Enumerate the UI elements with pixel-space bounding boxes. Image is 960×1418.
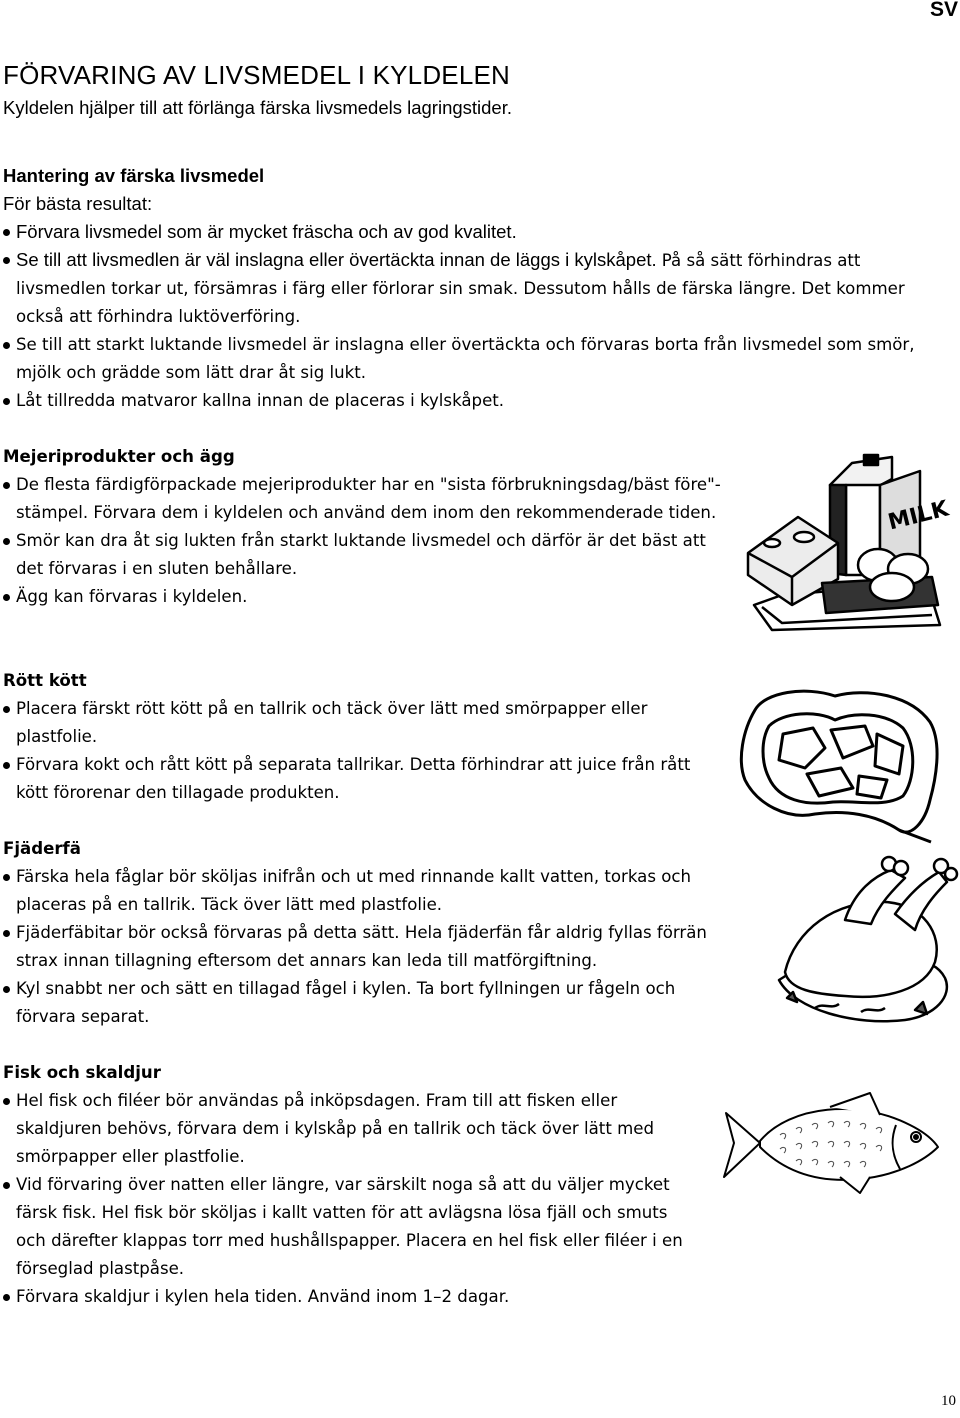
section-poultry: [3, 835, 723, 1031]
section-heading: Fisk och skaldjur: [3, 1063, 161, 1082]
list-item: Fjäderfäbitar bör också förvaras på detta sätt. Hela fjäderfän får aldrig fyllas förrän strax innan tillagning eftersom det annars kan leda till matförgiftning.: [3, 919, 723, 975]
section-heading: Mejeriprodukter och ägg: [3, 447, 235, 466]
section-heading: Rött kött: [3, 671, 87, 690]
intro-text: Kyldelen hjälper till att förlänga färska livsmedels lagringstider.: [3, 97, 513, 118]
section-handling: [3, 162, 953, 415]
list-item: De flesta färdigförpackade mejeriprodukter har en "sista förbrukningsdag/bäst före"-stämpel. Förvara dem i kyldelen och använd dem inom den rekommenderade tiden.: [3, 471, 723, 527]
page-number: 10: [941, 1393, 956, 1409]
list-item: [3, 246, 953, 331]
fish-illustration: [720, 1085, 945, 1195]
list-item: Placera färskt rött kött på en tallrik och täck över lätt med smörpapper eller plastfolie.: [3, 695, 723, 751]
meat-illustration: [735, 682, 945, 842]
list-item: Förvara kokt och rått kött på separata tallrikar. Detta förhindrar att juice från rått kött förorenar den tillagade produkten.: [3, 751, 723, 807]
section-fish: [3, 1059, 693, 1311]
list-item: Färska hela fåglar bör sköljas inifrån och ut med rinnande kallt vatten, torkas och placeras på en tallrik. Täck över lätt med plastfolie.: [3, 863, 723, 919]
section-dairy: [3, 443, 723, 611]
dairy-illustration: [742, 455, 952, 635]
list-item: Förvara livsmedel som är mycket fräscha och av god kvalitet.: [3, 218, 953, 246]
language-tag: SV: [929, 0, 958, 21]
list-item-extra: På så sätt förhindras att livsmedlen torkar ut, försämras i färg eller förlorar sin smak. Dessutom hålls de färska längre. Det kommer också att förhindra luktöverföring.: [16, 251, 905, 326]
section-lead: För bästa resultat:: [3, 193, 153, 214]
list-item: Låt tillredda matvaror kallna innan de placeras i kylskåpet.: [3, 387, 953, 415]
poultry-illustration: [775, 850, 955, 1030]
section-meat: [3, 667, 723, 807]
list-item: Ägg kan förvaras i kyldelen.: [3, 583, 723, 611]
list-item: Se till att starkt luktande livsmedel är inslagna eller övertäckta och förvaras borta från livsmedel som smör, mjölk och grädde som lätt drar åt sig lukt.: [3, 331, 953, 387]
page-title: FÖRVARING AV LIVSMEDEL I KYLDELEN: [3, 60, 511, 90]
list-item: Hel fisk och filéer bör användas på inköpsdagen. Fram till att fisken eller skaldjuren behövs, förvara dem i kylskåp på en tallrik och täck över lätt med smörpapper eller plastfolie.: [3, 1087, 693, 1171]
section-heading: Hantering av färska livsmedel: [3, 165, 265, 186]
list-item-text: Se till att livsmedlen är väl inslagna eller övertäckta innan de läggs i kylskåpet.: [16, 249, 657, 270]
milk-label: MILK: [885, 496, 952, 536]
list-item: Smör kan dra åt sig lukten från starkt luktande livsmedel och därför är det bäst att det förvaras i en sluten behållare.: [3, 527, 723, 583]
list-item: Förvara skaldjur i kylen hela tiden. Använd inom 1–2 dagar.: [3, 1283, 693, 1311]
list-item: Vid förvaring över natten eller längre, var särskilt noga så att du väljer mycket färsk fisk. Hel fisk bör sköljas i kallt vatten för att avlägsna lösa fjäll och smuts och därefter klappas torr med hushållspapper. Placera en hel fisk eller filéer i en förseglad plastpåse.: [3, 1171, 693, 1283]
section-heading: Fjäderfä: [3, 839, 81, 858]
list-item: Kyl snabbt ner och sätt en tillagad fågel i kylen. Ta bort fyllningen ur fågeln och förvara separat.: [3, 975, 723, 1031]
